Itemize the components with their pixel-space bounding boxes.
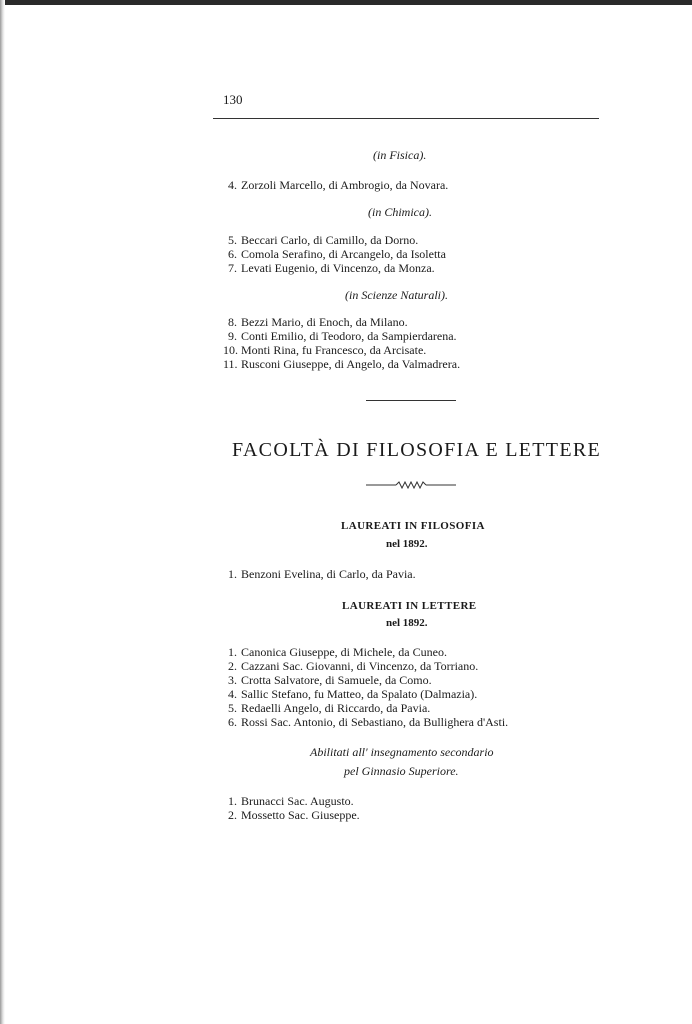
item-text: Bezzi Mario, di Enoch, da Milano. [241,315,408,329]
list-item [223,357,460,372]
item-number: 5. [228,233,237,247]
list-item [223,687,477,702]
item-number: 6. [228,715,237,729]
item-number: 10. [223,343,238,357]
list-item [223,247,446,262]
ornament-divider [366,478,456,492]
item-text: Beccari Carlo, di Camillo, da Dorno. [241,233,419,247]
list-item [223,673,432,688]
item-text: Comola Serafino, di Arcangelo, da Isoletta [241,247,446,261]
list-item [223,701,430,716]
item-text: Crotta Salvatore, di Samuele, da Como. [241,673,432,687]
item-number: 5. [228,701,237,715]
list-item [223,659,478,674]
item-number: 9. [228,329,237,343]
item-number: 3. [228,673,237,687]
item-number: 4. [228,687,237,701]
subheading-ginnasio: pel Ginnasio Superiore. [344,764,459,778]
section-heading-filosofia: LAUREATI IN FILOSOFIA [341,520,485,532]
subheading-abilitati: Abilitati all' insegnamento secondario [310,745,494,759]
scan-top-edge [0,0,692,5]
section-year-lettere: nel 1892. [386,617,428,629]
item-number: 1. [228,794,237,808]
list-item [223,329,457,344]
item-text: Redaelli Angelo, di Riccardo, da Pavia. [241,701,431,715]
item-text: Canonica Giuseppe, di Michele, da Cuneo. [241,645,447,659]
item-number: 1. [228,645,237,659]
list-item [223,233,418,248]
item-number: 8. [228,315,237,329]
list-item [223,178,448,193]
item-text: Levati Eugenio, di Vincenzo, da Monza. [241,261,435,275]
item-number: 4. [228,178,237,192]
item-text: Rossi Sac. Antonio, di Sebastiano, da Bullighera d'Asti. [241,715,509,729]
section-divider [366,400,456,401]
item-text: Sallic Stefano, fu Matteo, da Spalato (Dalmazia). [241,687,478,701]
header-rule [213,118,599,119]
subheading-fisica: (in Fisica). [373,148,427,162]
list-item [223,715,508,730]
item-number: 11. [223,357,238,371]
section-heading-lettere: LAUREATI IN LETTERE [342,600,477,612]
faculty-title: FACOLTÀ DI FILOSOFIA E LETTERE [232,439,601,461]
subheading-chimica: (in Chimica). [368,205,432,219]
item-text: Brunacci Sac. Augusto. [241,794,354,808]
item-text: Conti Emilio, di Teodoro, da Sampierdarena. [241,329,457,343]
item-text: Monti Rina, fu Francesco, da Arcisate. [241,343,427,357]
item-text: Rusconi Giuseppe, di Angelo, da Valmadrera. [241,357,461,371]
list-item [223,808,360,823]
page-number: 130 [223,92,243,107]
item-number: 6. [228,247,237,261]
item-number: 2. [228,808,237,822]
item-text: Cazzani Sac. Giovanni, di Vincenzo, da Torriano. [241,659,479,673]
item-text: Benzoni Evelina, di Carlo, da Pavia. [241,567,416,581]
item-number: 2. [228,659,237,673]
item-text: Mossetto Sac. Giuseppe. [241,808,360,822]
item-number: 7. [228,261,237,275]
section-year-filosofia: nel 1892. [386,538,428,550]
list-item [223,315,408,330]
item-number: 1. [228,567,237,581]
scan-left-edge [0,0,5,1024]
item-text: Zorzoli Marcello, di Ambrogio, da Novara. [241,178,449,192]
list-item [223,343,426,358]
list-item [223,567,416,582]
subheading-scienze-naturali: (in Scienze Naturali). [345,288,448,302]
list-item [223,645,447,660]
list-item [223,794,354,809]
list-item [223,261,435,276]
